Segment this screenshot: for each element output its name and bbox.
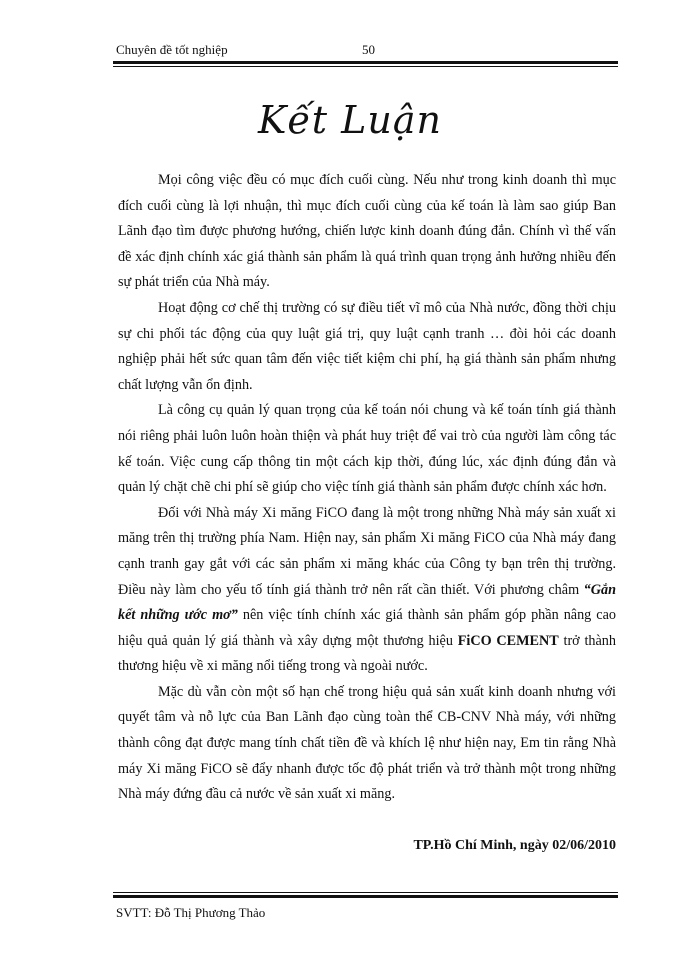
page-number: 50 [362,42,375,57]
paragraph-5: Mặc dù vẫn còn một số hạn chế trong hiệu quả sản xuất kinh doanh nhưng với quyết tâm và nỗ lực của Ban Lãnh đạo cùng toàn thể CB-CNV Nhà máy, với những thành công đạt được mang tính chất tiền đề và khích lệ như hiện nay, Em tin rằng Nhà máy Xi măng FiCO sẽ đẩy nhanh được tốc độ phát triển và trở thành một trong những Nhà máy đứng đầu cả nước về sản xuất xi măng. [118,683,616,803]
paragraph-4-part-a: Đối với Nhà máy Xi măng FiCO đang là một trong những Nhà máy sản xuất xi măng trên thị trường phía Nam. Hiện nay, sản phẩm Xi măng FiCO của Nhà máy đang cạnh tranh gay gắt với các sản phẩm xi măng khác của Công ty bạn trên thị trường. Điều này làm cho yếu tố tính giá thành trở nên rất cần thiết. Với phương châm [118,504,616,598]
paragraph-1: Mọi công việc đều có mục đích cuối cùng. Nếu như trong kinh doanh thì mục đích cuối cùng là lợi nhuận, thì mục đích cuối cùng của kế toán là làm sao giúp Ban Lãnh đạo tìm được phương hướng, chiến lược kinh doanh đúng đắn. Chính vì thế vấn đề xác định chính xác giá thành sản phẩm là quá trình quan trọng ảnh hưởng nhiều đến sự phát triển của Nhà máy. [118,172,616,291]
page-title: Kết Luận [258,98,442,142]
paragraph-2: Hoạt động cơ chế thị trường có sự điều tiết vĩ mô của Nhà nước, đồng thời chịu sự chi phối tác động của quy luật giá trị, quy luật cạnh tranh … đòi hỏi các doanh nghiệp phải hết sức quan tâm đến việc tiết kiệm chi phí, hạ giá thành sản phẩm nhưng chất lượng vẫn ổn định. [118,299,616,393]
header-title: Chuyên đề tốt nghiệp [116,42,228,57]
brand-name: FiCO CEMENT [457,632,559,649]
paragraph-4-part-c: trở thành thương hiệu về xi măng nổi tiếng trong và ngoài nước. [118,632,616,675]
paragraph-4 [118,501,616,680]
paragraph-3: Là công cụ quản lý quan trọng của kế toán nói chung và kế toán tính giá thành nói riêng phải luôn luôn hoàn thiện và phát huy triệt để vai trò của người làm công tác kế toán. Việc cung cấp thông tin một cách kịp thời, đúng lúc, xác định đúng đắn và quản lý chặt chẽ chi phí sẽ giúp cho việc tính giá thành sản phẩm được chính xác hơn. [118,402,616,496]
paragraph-4-part-b: nên việc tính chính xác giá thành sản phẩm góp phần nâng cao hiệu quả quản lý giá thành và xây dựng một thương hiệu [118,607,616,649]
signoff-date: TP.Hồ Chí Minh, ngày 02/06/2010 [413,838,616,853]
footer-divider [113,892,618,898]
header-divider [113,61,618,67]
slogan-text: “Gắn kết những ước mơ” [118,581,616,624]
document-body [118,168,616,808]
footer-author: SVTT: Đỗ Thị Phương Thảo [116,905,266,920]
